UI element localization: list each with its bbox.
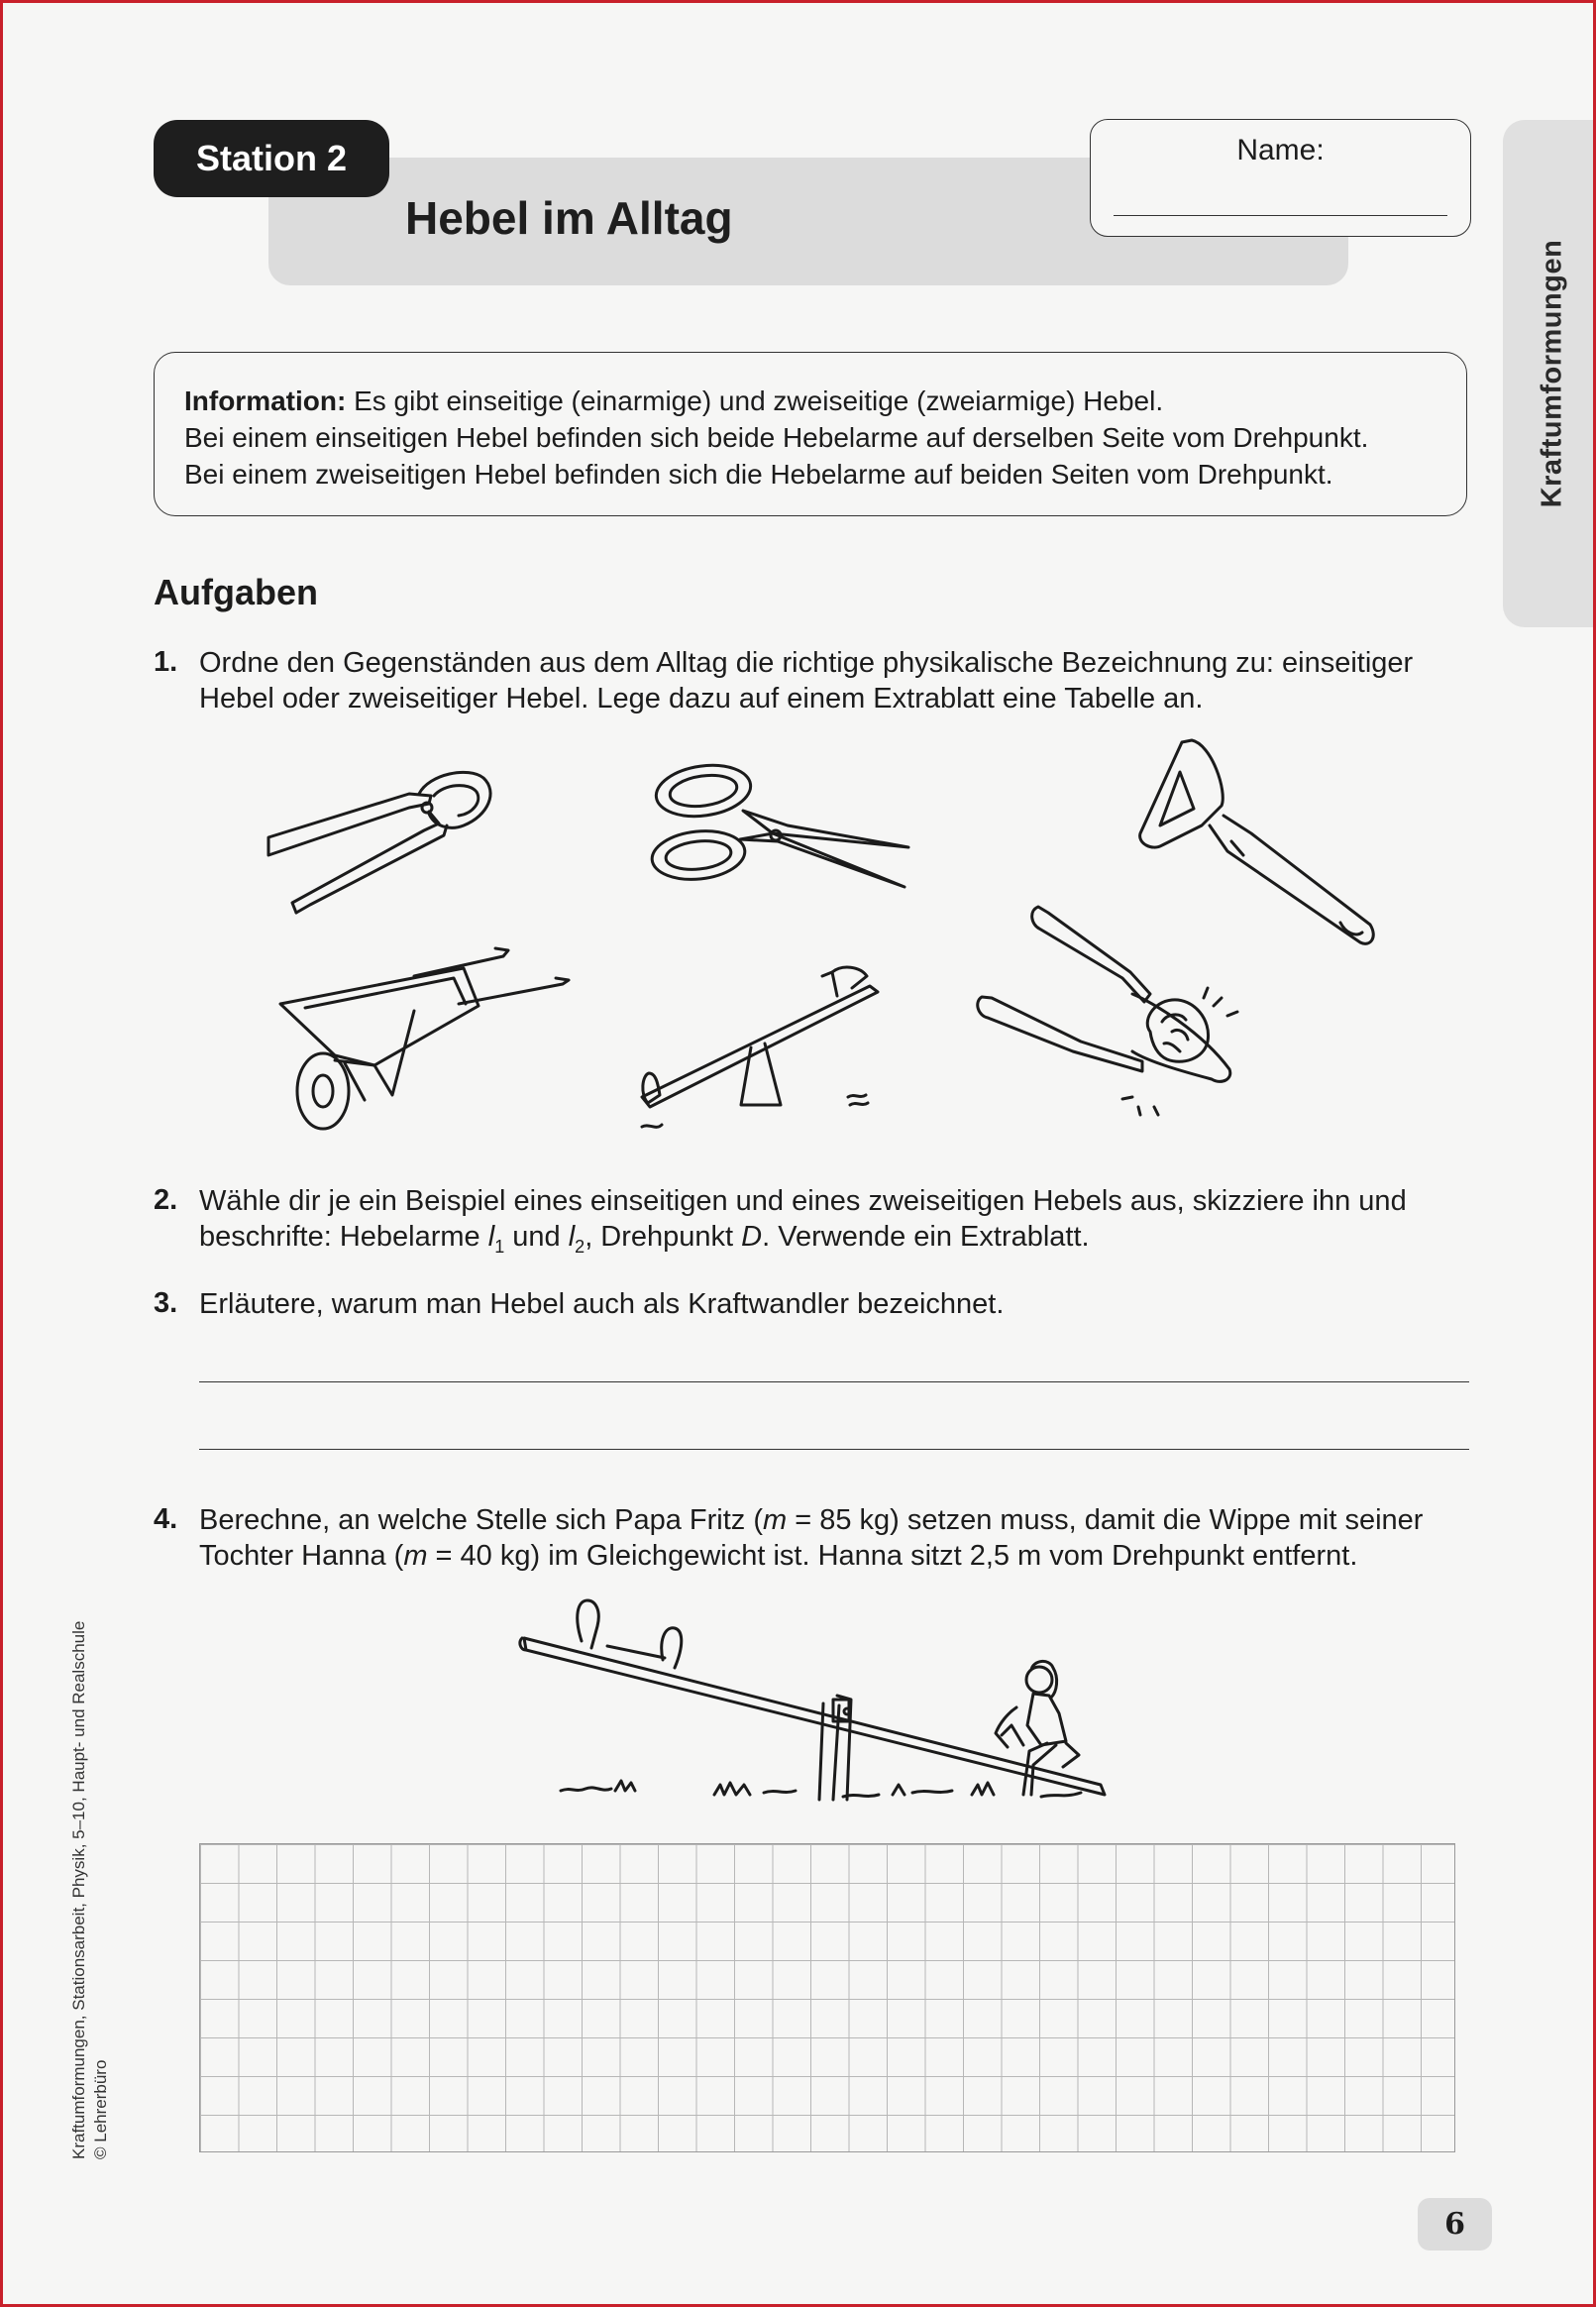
task-4-number: 4.: [154, 1503, 178, 1535]
task-2-line-1: Wähle dir je ein Beispiel eines einseitigen und eines zweiseitigen Hebels aus, skizziere ihn und: [199, 1185, 1407, 1217]
pincers-illustration: [261, 756, 508, 920]
answer-line-2[interactable]: [199, 1449, 1469, 1450]
task-4-text: [199, 1502, 1423, 1574]
footer-line-2: © Lehrerbüro: [91, 2059, 110, 2159]
task-4-line-1: [199, 1502, 1423, 1538]
page-number: 6: [1418, 2198, 1492, 2251]
var-m2: m: [403, 1540, 428, 1572]
task-2-line-2: [199, 1219, 1407, 1264]
seesaw-illustration: [634, 956, 884, 1143]
task-4-line-2: [199, 1538, 1423, 1574]
side-tab-label: Kraftumformungen: [1536, 239, 1568, 508]
station-label: Station 2: [154, 120, 389, 197]
info-line-1: [184, 383, 1436, 419]
var-d: D: [741, 1221, 763, 1253]
task-2-text-b: und: [504, 1221, 569, 1253]
nutcracker-illustration: [974, 903, 1271, 1126]
info-box: [154, 352, 1467, 516]
sub-1: 1: [494, 1236, 505, 1257]
task-2-text-d: . Verwende ein Extrablatt.: [762, 1221, 1090, 1253]
info-line-3: Bei einem zweiseitigen Hebel befinden sich die Hebelarme auf beiden Seiten vom Drehpunkt.: [184, 459, 1333, 490]
var-l2: l: [568, 1221, 576, 1253]
task-1-number: 1.: [154, 646, 178, 678]
task-4-text-c: Tochter Hanna (: [199, 1540, 404, 1572]
calculation-grid[interactable]: [199, 1843, 1455, 2152]
footer-credit: [68, 1565, 112, 2159]
task-2-text-c: , Drehpunkt: [585, 1221, 742, 1253]
task-2-number: 2.: [154, 1184, 178, 1216]
footer-line-1: Kraftumformungen, Stationsarbeit, Physik, 5–10, Haupt- und Realschule: [69, 1620, 88, 2159]
task-1-line-2: Hebel oder zweiseitiger Hebel. Lege dazu auf einem Extrablatt eine Tabelle an.: [199, 683, 1204, 714]
name-label: Name:: [1236, 134, 1325, 166]
task-2-text-a: beschrifte: Hebelarme: [199, 1221, 488, 1253]
side-tab: [1503, 120, 1596, 627]
info-text-1: Es gibt einseitige (einarmige) und zweiseitige (zweiarmige) Hebel.: [346, 385, 1164, 416]
task-2-text: [199, 1183, 1407, 1264]
name-field[interactable]: [1090, 119, 1471, 237]
task-3-number: 3.: [154, 1287, 178, 1319]
scissors-illustration: [649, 756, 911, 890]
seesaw-girl-illustration: [516, 1596, 1111, 1810]
task-4-text-d: = 40 kg) im Gleichgewicht ist. Hanna sitzt 2,5 m vom Drehpunkt entfernt.: [427, 1540, 1358, 1572]
answer-line-1[interactable]: [199, 1381, 1469, 1382]
name-input-line[interactable]: [1114, 215, 1447, 216]
page-title: Hebel im Alltag: [405, 192, 733, 244]
task-4-text-b: = 85 kg) setzen muss, damit die Wippe mit seiner: [787, 1504, 1424, 1536]
tasks-heading: Aufgaben: [154, 572, 318, 612]
wheelbarrow-illustration: [275, 946, 573, 1135]
task-1-line-1: Ordne den Gegenständen aus dem Alltag die richtige physikalische Bezeichnung zu: einseitiger: [199, 647, 1414, 679]
task-3-text: Erläutere, warum man Hebel auch als Kraftwandler bezeichnet.: [199, 1288, 1005, 1320]
sub-2: 2: [575, 1236, 585, 1257]
task-1-text: [199, 645, 1413, 716]
info-line-2: Bei einem einseitigen Hebel befinden sich beide Hebelarme auf derselben Seite vom Drehpunkt.: [184, 422, 1369, 453]
var-l1: l: [487, 1221, 495, 1253]
info-bold-label: Information:: [184, 385, 347, 416]
var-m1: m: [763, 1504, 788, 1536]
task-4-text-a: Berechne, an welche Stelle sich Papa Fritz (: [199, 1504, 763, 1536]
